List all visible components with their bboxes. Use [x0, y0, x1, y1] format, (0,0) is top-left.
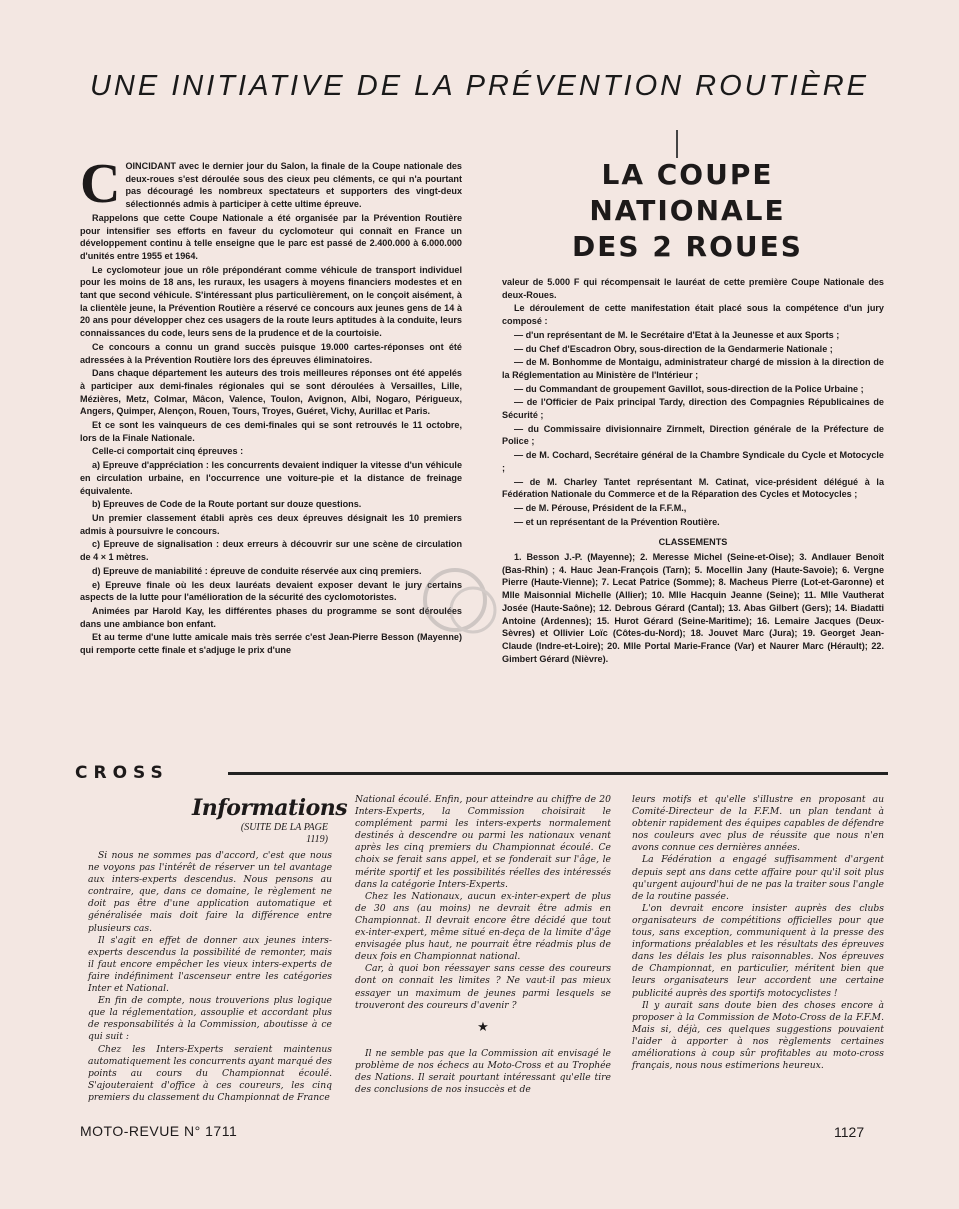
classements-text: 1. Besson J.-P. (Mayenne); 2. Meresse Michel (Seine-et-Oise); 3. Andlauer Benoît (Bas-Rhin) ; 4. Hauc Jean-François (Tarn); 5. Mocellin Jany (Haute-Savoie); 6. Vergne Pierre (Haute-Vienne); 7. Lecat Patrice (Somme); 8. Macheus Pierre (Lot-et-Garonne) et Mlle Maisonnial Michelle (Allier); 10. Mlle Hacquin Jeanne (Seine); 11. Mlle Vautherat Josée (Haute-Saône); 12. Debrous Gérard (Cantal); 13. Abas Gilbert (Gers); 14. Biadatti Antoine (Ardennes); 15. Hurot Gérard (Seine-Maritime); 16. Lemaire Jacques (Deux-Sèvres) et Ollivier Loïc (Côtes-du-Nord); 18. Jouvet Marc (Jura); 19. Georget Jean-Claude (Indre-et-Loire); 20. Mlle Portal Marie-France (Var) et Naurer Marc (Hérault); 22. Gimbert Gérard (Nièvre). — [502, 552, 884, 664]
cross-paragraph: Car, à quoi bon réessayer sans cesse des coureurs dont on connait les limites ? Ne vaut-il pas mieux essayer un maximum de jeunes parmi lesquels se trouveront des coureurs d'avenir ? — [355, 963, 611, 1011]
jury-item: — de M. Cochard, Secrétaire général de la Chambre Syndicale du Cycle et Motocycle ; — [502, 450, 884, 473]
article-paragraph: Celle-ci comportait cinq épreuves : — [92, 446, 244, 457]
jury-item: — de M. Pérouse, Président de la F.F.M., — [514, 502, 687, 513]
title-rule — [676, 130, 678, 158]
cross-paragraph: Si nous ne sommes pas d'accord, c'est que nous ne voyons pas l'intérêt de réserver un tel avantage aux inters-experts descendus. Nous pensons au contraire, que, dans ce domaine, le règlement ne doit pas être d'une application automatique et généralisée mais doit faire la différence entre plusieurs cas. — [88, 850, 332, 934]
article-paragraph: Et ce sont les vainqueurs de ces demi-finales qui se sont retrouvés le 11 octobre, lors de la Finale Nationale. — [80, 420, 462, 443]
jury-item: — de M. Charley Tantet représentant M. Catinat, vice-président délégué à la Fédération Nationale du Commerce et de la Réparation des Cycles et Motocycles ; — [502, 476, 884, 500]
article-paragraph: d) Epreuve de maniabilité : épreuve de conduite réservée aux cinq premiers. — [92, 565, 422, 576]
watermark-logo — [415, 560, 505, 645]
cross-section-label: CROSS — [75, 763, 169, 783]
article-title-line-3: DES 2 ROUES — [572, 230, 803, 263]
jury-item: — du Commissaire divisionnaire Zirnmelt, Direction générale de la Préfecture de Police ; — [502, 423, 884, 447]
article-paragraph: Ce concours a connu un grand succès puisque 19.000 cartes-réponses ont été adressées à la Prévention Routière lors des épreuves éliminatoires. — [80, 341, 462, 365]
article-paragraph: Le déroulement de cette manifestation était placé sous la compétence d'un jury composé : — [502, 303, 884, 327]
article-paragraph: Rappelons que cette Coupe Nationale a été organisée par la Prévention Routière pour intensifier ses efforts en faveur du cyclomoteur qui connaît en France un développement continu à telle enseigne que le parc est passé de 2.400.000 à 6.000.000 d'unités entre 1955 et 1964. — [80, 212, 462, 261]
cross-paragraph: Il s'agit en effet de donner aux jeunes inters-experts descendus la possibilité de remonter, mais il faut encore empêcher les vieux inters-experts de faire indéfiniment l'ascenseur entre les catégories Inter et National. — [88, 934, 332, 995]
jury-item: — d'un représentant de M. le Secrétaire d'Etat à la Jeunesse et aux Sports ; — [514, 329, 840, 340]
star-separator-icon: ★ — [477, 1019, 489, 1035]
article-paragraph: Animées par Harold Kay, les différentes phases du programme se sont déroulées dans une ambiance bon enfant. — [80, 605, 462, 629]
jury-item: — de l'Officier de Paix principal Tardy, direction des Compagnies Républicaines de Sécurité ; — [502, 397, 884, 421]
cross-column-3 — [632, 794, 884, 1072]
cross-column-2 — [355, 794, 611, 1096]
cross-paragraph: L'on devrait encore insister auprès des clubs organisateurs de compétitions officielles pour que tous, sans exception, communiquent à la presse des informations préalables et les résultats des épreuves dans les délais les plus raisonnables. Nos épreuves de Championnat, en particulier, méritent bien que leurs organisateurs leur accordent une certaine publicité auprès des sportifs motocyclistes ! — [632, 902, 884, 999]
article-left-column — [80, 153, 462, 658]
article-title — [520, 157, 855, 265]
article-paragraph: c) Epreuve de signalisation : deux erreurs à découvrir sur une scène de circulation de 4 × 1 mètres. — [80, 539, 462, 563]
drop-cap: C — [80, 153, 121, 215]
article-paragraph: a) Epreuve d'appréciation : les concurrents devaient indiquer la vitesse d'un véhicule en circulation urbaine, en l'occurrence une voiture-pie et la distance de freinage équivalente. — [80, 460, 462, 496]
cross-paragraph: National écoulé. Enfin, pour atteindre au chiffre de 20 Inters-Experts, la Commission choisirait le complément parmi les inters-experts normalement destinés à descendre ou parmi les nationaux venant après les cinq premiers du Championnat écoulé. Ce choix se ferait sans appel, et se fonderait sur l'âge, le mérite sportif et les possibilités réelles des intéressés dans la catégorie Inters-Experts. — [355, 794, 611, 890]
cross-paragraph: Chez les Inters-Experts seraient maintenus automatiquement les concurrents ayant marqué des points au cours du Championnat écoulé. S'ajouteraient d'office à ces coureurs, les cinq premiers du classement du Championnat de France — [88, 1043, 332, 1103]
jury-item: — de M. Bonhomme de Montaigu, administrateur chargé de mission à la direction de la Réglementation au Ministère de l'Intérieur ; — [502, 357, 884, 380]
jury-item: — et un représentant de la Prévention Routière. — [514, 516, 720, 527]
cross-paragraph: En fin de compte, nous trouverions plus logique que la réglementation, assouplie et accordant plus de responsabilités à la Commission, aboutisse à ce qui suit : — [88, 995, 332, 1043]
article-paragraph: COINCIDANT avec le dernier jour du Salon, la finale de la Coupe nationale des deux-roues s'est déroulée sous des cieux peu cléments, ce qui n'a pourtant pas découragé les nombreux spectateurs et supporters des vingt-deux sélectionnés admis à participer à cette ultime épreuve. — [80, 153, 462, 215]
magazine-issue: MOTO-REVUE N° 1711 — [80, 1123, 238, 1139]
cross-paragraph: Il y aurait sans doute bien des choses encore à proposer à la Commission de Moto-Cross de la F.F.M. Mais si, déjà, ces quelques suggestions pouvaient l'aider à apporter à nos règlements certaines améliorations à coup sûr profitables au moto-cross français, nous nous estimerions heureux. — [632, 999, 884, 1072]
article-paragraph: valeur de 5.000 F qui récompensait le lauréat de cette première Coupe Nationale des deux-Roues. — [502, 277, 884, 300]
informations-title: Informations — [192, 795, 348, 821]
article-title-line-2: NATIONALE — [589, 194, 786, 227]
continued-from-note: (SUITE DE LA PAGE 1119) — [240, 822, 328, 845]
article-right-column — [502, 276, 884, 666]
page-header: UNE INITIATIVE DE LA PRÉVENTION ROUTIÈRE — [89, 70, 870, 102]
jury-item: — du Chef d'Escadron Obry, sous-direction de la Gendarmerie Nationale ; — [514, 343, 833, 354]
article-paragraph: Un premier classement établi après ces deux épreuves désignait les 10 premiers admis à poursuivre le concours. — [80, 512, 462, 536]
article-title-line-1: LA COUPE — [601, 158, 774, 191]
article-paragraph: Le cyclomoteur joue un rôle prépondérant comme véhicule de transport individuel pour les moins de 18 ans, les ruraux, les usagers à moyens financiers modestes et en tant que second véhicule. S'intéressant plus particulièrement, on le conçoit aisément, à la clientèle jeune, la Prévention Routière a réservé ce concours aux jeunes gens de 14 à 20 ans pour développer chez ces usagers de la route leurs aptitudes à la conduite, leurs connaissances du code, leurs sens de la prudence et de la courtoisie. — [80, 264, 462, 339]
cross-paragraph: leurs motifs et qu'elle s'illustre en proposant au Comité-Directeur de la F.F.M. un plan tendant à obtenir rapidement des équipes capables de défendre nos couleurs avec plus de réussite que nous n'en avons connue ces dernières années. — [632, 794, 884, 854]
classements-heading: CLASSEMENTS — [658, 537, 728, 548]
article-paragraph: b) Epreuves de Code de la Route portant sur douze questions. — [92, 499, 362, 510]
page-number: 1127 — [834, 1124, 865, 1140]
cross-section-rule — [228, 772, 888, 775]
jury-item: — du Commandant de groupement Gavillot, sous-direction de la Police Urbaine ; — [514, 383, 864, 394]
cross-paragraph: Il ne semble pas que la Commission ait envisagé le problème de nos échecs au Moto-Cross et au Trophée des Nations. Il serait pourtant intéressant qu'elle tire des conclusions de nos insuccès et de — [355, 1047, 611, 1096]
cross-paragraph: La Fédération a engagé suffisamment d'argent depuis sept ans dans cette affaire pour qu'il soit plus qu'urgent aujourd'hui de ne pas la traiter sous l'angle de la routine passée. — [632, 854, 884, 902]
article-paragraph: e) Epreuve finale où les deux lauréats devaient exposer devant le jury certains aspects de la lutte pour l'amélioration de la sécurité des cyclomotoristes. — [80, 579, 462, 603]
article-paragraph: Dans chaque département les auteurs des trois meilleures réponses ont été appelés à participer aux demi-finales régionales qui se sont déroulées à Versailles, Lille, Mézières, Metz, Colmar, Mâcon, Valence, Toulon, Avignon, Albi, Nogaro, Périgueux, Angers, Quimper, Alençon, Rouen, Tours, Troyes, Guéret, Vichy, Aurillac et Paris. — [80, 368, 462, 417]
cross-paragraph: Chez les Nationaux, aucun ex-inter-expert de plus de 30 ans (au moins) ne devrait être admis en Championnat. Il devrait encore être décidé que tout ex-inter-expert, même situé en-deça de la limite d'âge envisagée plus haut, ne pourrait être réadmis plus de deux fois en Championnat national. — [355, 890, 611, 963]
article-paragraph: Et au terme d'une lutte amicale mais très serrée c'est Jean-Pierre Besson (Mayenne) qui remporte cette finale et s'adjuge le prix d'une — [80, 632, 462, 656]
cross-column-1 — [88, 850, 332, 1104]
